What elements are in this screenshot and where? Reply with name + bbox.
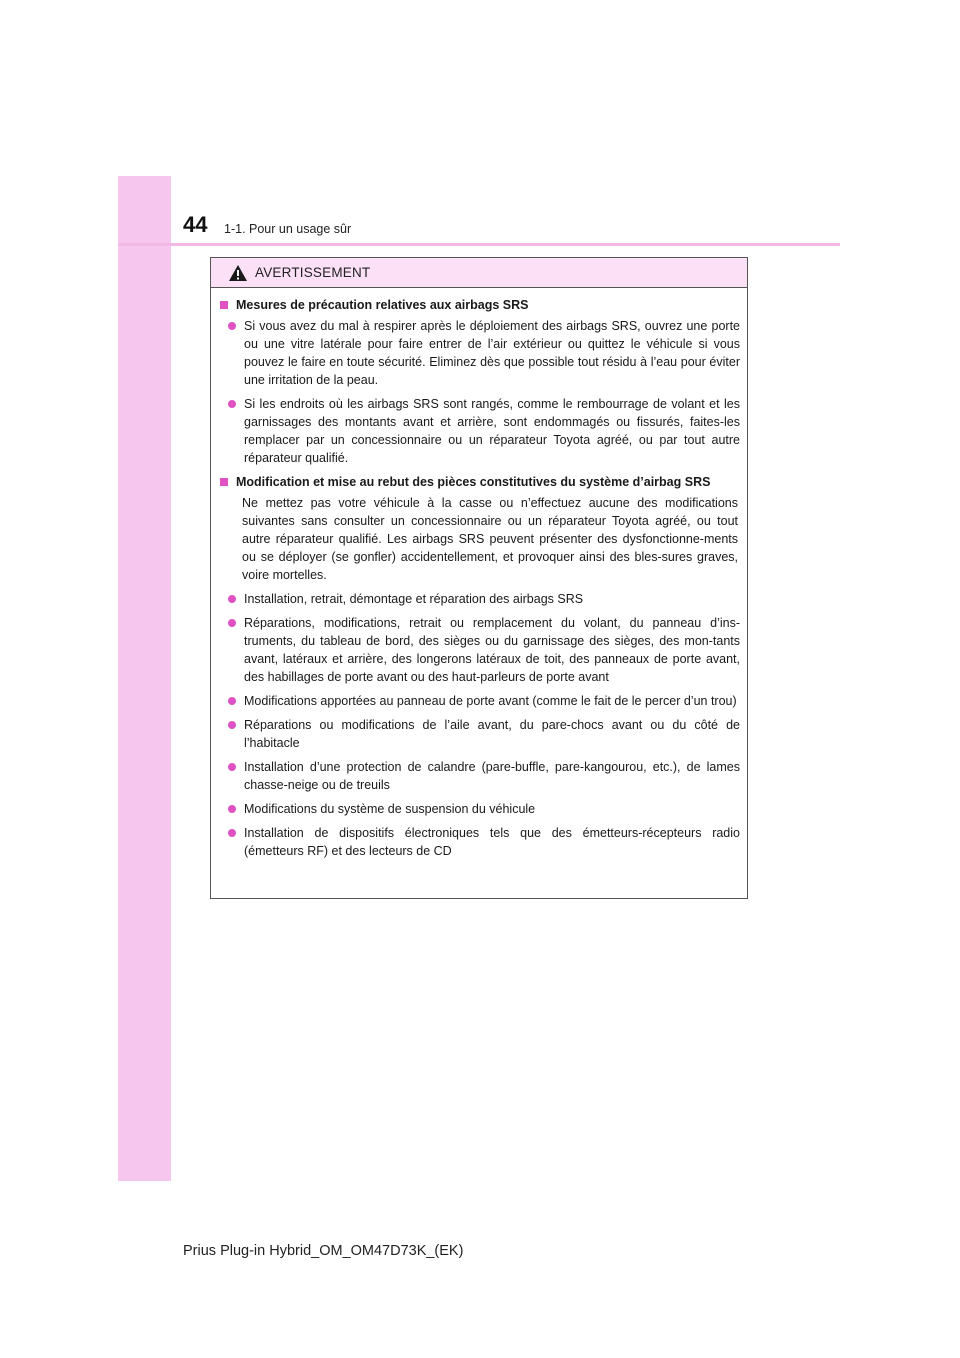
list-item [226, 692, 740, 710]
list-item-text: Si vous avez du mal à respirer après le déploiement des airbags SRS, ouvrez une porte ou une vitre latérale pour faire entrer de l’air extérieur ou quittez le véhicule si vous pouvez le faire en toute sécurité. Eliminez dès que possible tout résidu à l’eau pour éviter une irritation de la peau. [244, 319, 740, 387]
list-item [226, 800, 740, 818]
round-bullet-icon [228, 595, 236, 603]
warning-triangle-icon [228, 264, 248, 282]
list-item-text: Modifications du système de suspension du véhicule [244, 802, 536, 816]
list-item-text: Réparations, modifications, retrait ou remplacement du volant, du panneau d’ins-truments, du tableau de bord, des sièges ou du garnissage des sièges, des mon-tants avant, latéraux et arrière, des longerons latéraux de toit, des panneaux de porte avant, des habillages de porte avant ou des haut-parleurs de porte avant [244, 616, 740, 684]
header-rule [118, 243, 840, 246]
section-heading-text: Mesures de précaution relatives aux airbags SRS [236, 298, 529, 312]
list-item [226, 716, 740, 752]
round-bullet-icon [228, 697, 236, 705]
list-item [226, 317, 740, 389]
list-item [226, 824, 740, 860]
list-item [226, 395, 740, 467]
warning-body [211, 288, 747, 860]
list-item [226, 590, 740, 608]
section-heading [218, 296, 740, 314]
round-bullet-icon [228, 805, 236, 813]
footer-doc-id: Prius Plug-in Hybrid_OM_OM47D73K_(EK) [183, 1243, 464, 1259]
list-item-text: Installation de dispositifs électroniques tels que des émetteurs-récepteurs radio (émetteurs RF) et des lecteurs de CD [244, 826, 740, 858]
round-bullet-icon [228, 829, 236, 837]
section-paragraph: Ne mettez pas votre véhicule à la casse ou n’effectuez aucune des modifications suivantes sans consulter un concessionnaire ou un réparateur Toyota agréé, ou tout autre réparateur qualifié. Les airbags SRS peuvent présenter des dysfonctionne-ments ou se déployer (se gonfler) accidentellement, et provoquer ainsi des bles-sures graves, voire mortelles. [242, 496, 738, 582]
round-bullet-icon [228, 322, 236, 330]
list-item [226, 614, 740, 686]
warning-header [211, 258, 747, 288]
section-heading [218, 473, 740, 491]
square-bullet-icon [220, 478, 228, 486]
list-item-text: Si les endroits où les airbags SRS sont rangés, comme le rembourrage de volant et les garnissages des montants avant et arrière, sont endommagés ou fissurés, faites-les remplacer par un concessionnaire ou un réparateur Toyota agréé, ou par tout autre réparateur qualifié. [244, 397, 740, 465]
square-bullet-icon [220, 301, 228, 309]
round-bullet-icon [228, 619, 236, 627]
list-item-text: Réparations ou modifications de l’aile avant, du pare-chocs avant ou du côté de l’habitacle [244, 718, 740, 750]
list-item [226, 758, 740, 794]
section-heading-text: Modification et mise au rebut des pièces constitutives du système d’airbag SRS [236, 475, 711, 489]
warning-box [210, 257, 748, 899]
round-bullet-icon [228, 721, 236, 729]
warning-title: AVERTISSEMENT [255, 265, 371, 280]
side-tab-band [118, 176, 171, 1181]
section-title: 1-1. Pour un usage sûr [224, 222, 352, 236]
round-bullet-icon [228, 763, 236, 771]
list-item-text: Installation, retrait, démontage et réparation des airbags SRS [244, 592, 584, 606]
round-bullet-icon [228, 400, 236, 408]
list-item-text: Installation d’une protection de calandre (pare-buffle, pare-kangourou, etc.), de lames chasse-neige ou de treuils [244, 760, 740, 792]
page-number: 44 [183, 212, 208, 237]
list-item-text: Modifications apportées au panneau de porte avant (comme le fait de le percer d’un trou) [244, 694, 737, 708]
